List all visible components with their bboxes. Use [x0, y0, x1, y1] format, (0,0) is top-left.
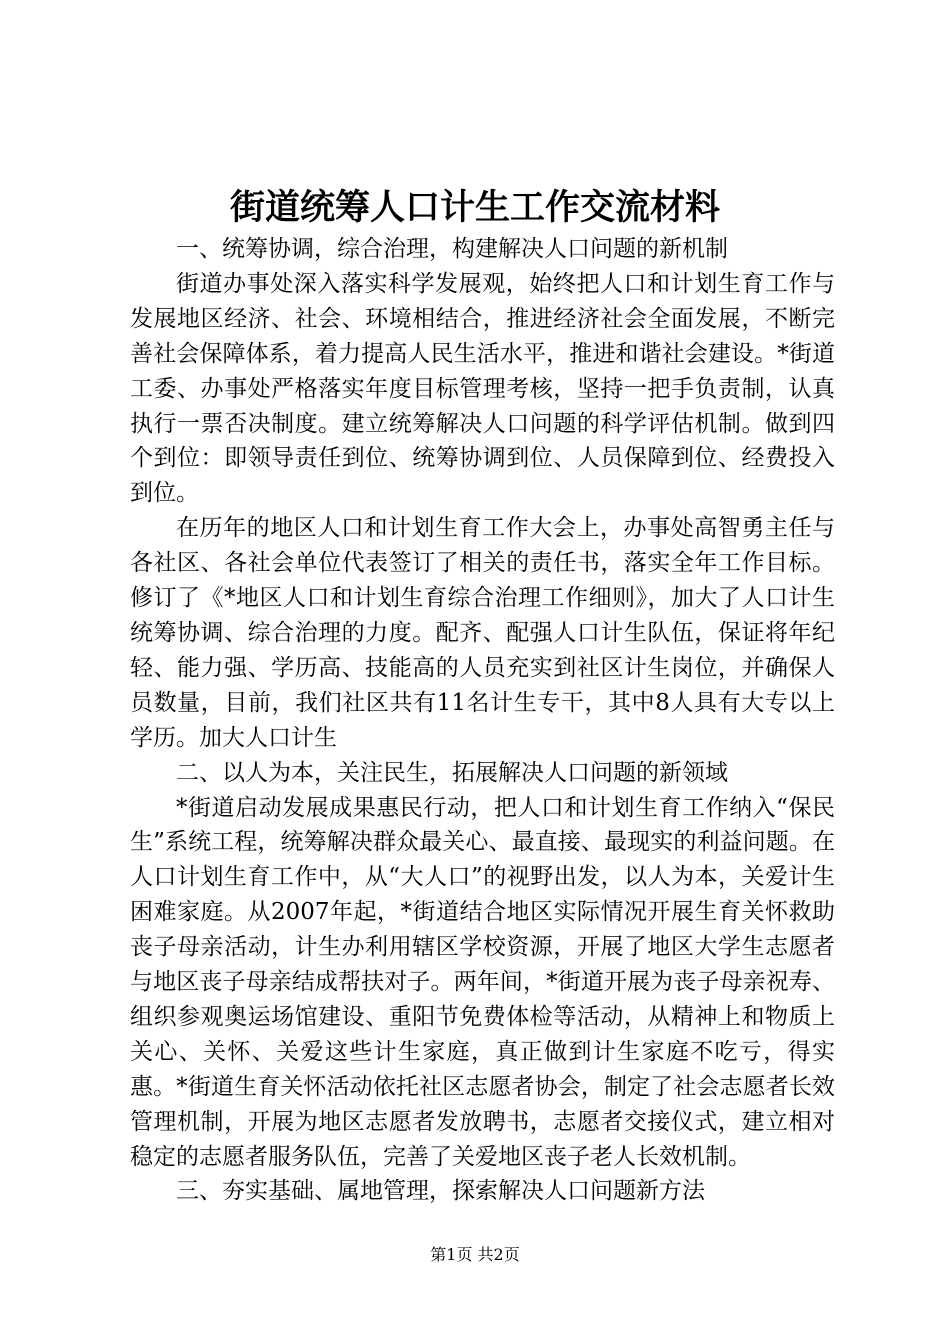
section-heading: 二、以人为本，关注民生，拓展解决人口问题的新领域 [176, 759, 728, 786]
paragraph: *街道启动发展成果惠民行动，把人口和计划生育工作纳入“保民生”系统工程，统筹解决群众最关心、最直接、最现实的利益问题。在人口计划生育工作中，从“大人口”的视野出发，以人为本，关爱计生困难家庭。从2007年起，*街道结合地区实际情况开展生育关怀救助丧子母亲活动，计生办利用辖区学校资源，开展了地区大学生志愿者与地区丧子母亲结成帮扶对子。两年间，*街道开展为丧子母亲祝寿、组织参观奥运场馆建设、重阳节免费体检等活动，从精神上和物质上关心、关怀、关爱这些计生家庭，真正做到计生家庭不吃亏，得实惠。*街道生育关怀活动依托社区志愿者协会，制定了社会志愿者长效管理机制，开展为地区志愿者发放聘书，志愿者交接仪式，建立相对稳定的志愿者服务队伍，完善了关爱地区丧子老人长效机制。 [130, 794, 835, 1170]
page-footer: 第1页 共2页 [430, 1245, 520, 1264]
section-heading: 三、夯实基础、属地管理，探索解决人口问题新方法 [176, 1178, 705, 1205]
document-body [130, 232, 835, 1209]
paragraph: 街道办事处深入落实科学发展观，始终把人口和计划生育工作与发展地区经济、社会、环境相结合，推进经济社会全面发展，不断完善社会保障体系，着力提高人民生活水平，推进和谐社会建设。*街道工委、办事处严格落实年度目标管理考核，坚持一把手负责制，认真执行一票否决制度。建立统筹解决人口问题的科学评估机制。做到四个到位：即领导责任到位、统筹协调到位、人员保障到位、经费投入到位。 [130, 270, 835, 507]
section-heading: 一、统筹协调，综合治理，构建解决人口问题的新机制 [176, 236, 728, 262]
document-title: 街道统筹人口计生工作交流材料 [229, 187, 720, 228]
paragraph: 在历年的地区人口和计划生育工作大会上，办事处高智勇主任与各社区、各社会单位代表签订了相关的责任书，落实全年工作目标。修订了《*地区人口和计划生育综合治理工作细则》，加大了人口计生统筹协调、综合治理的力度。配齐、配强人口计生队伍，保证将年纪轻、能力强、学历高、技能高的人员充实到社区计生岗位，并确保人员数量，目前，我们社区共有11名计生专干，其中8人具有大专以上学历。加大人口计生 [130, 515, 835, 751]
